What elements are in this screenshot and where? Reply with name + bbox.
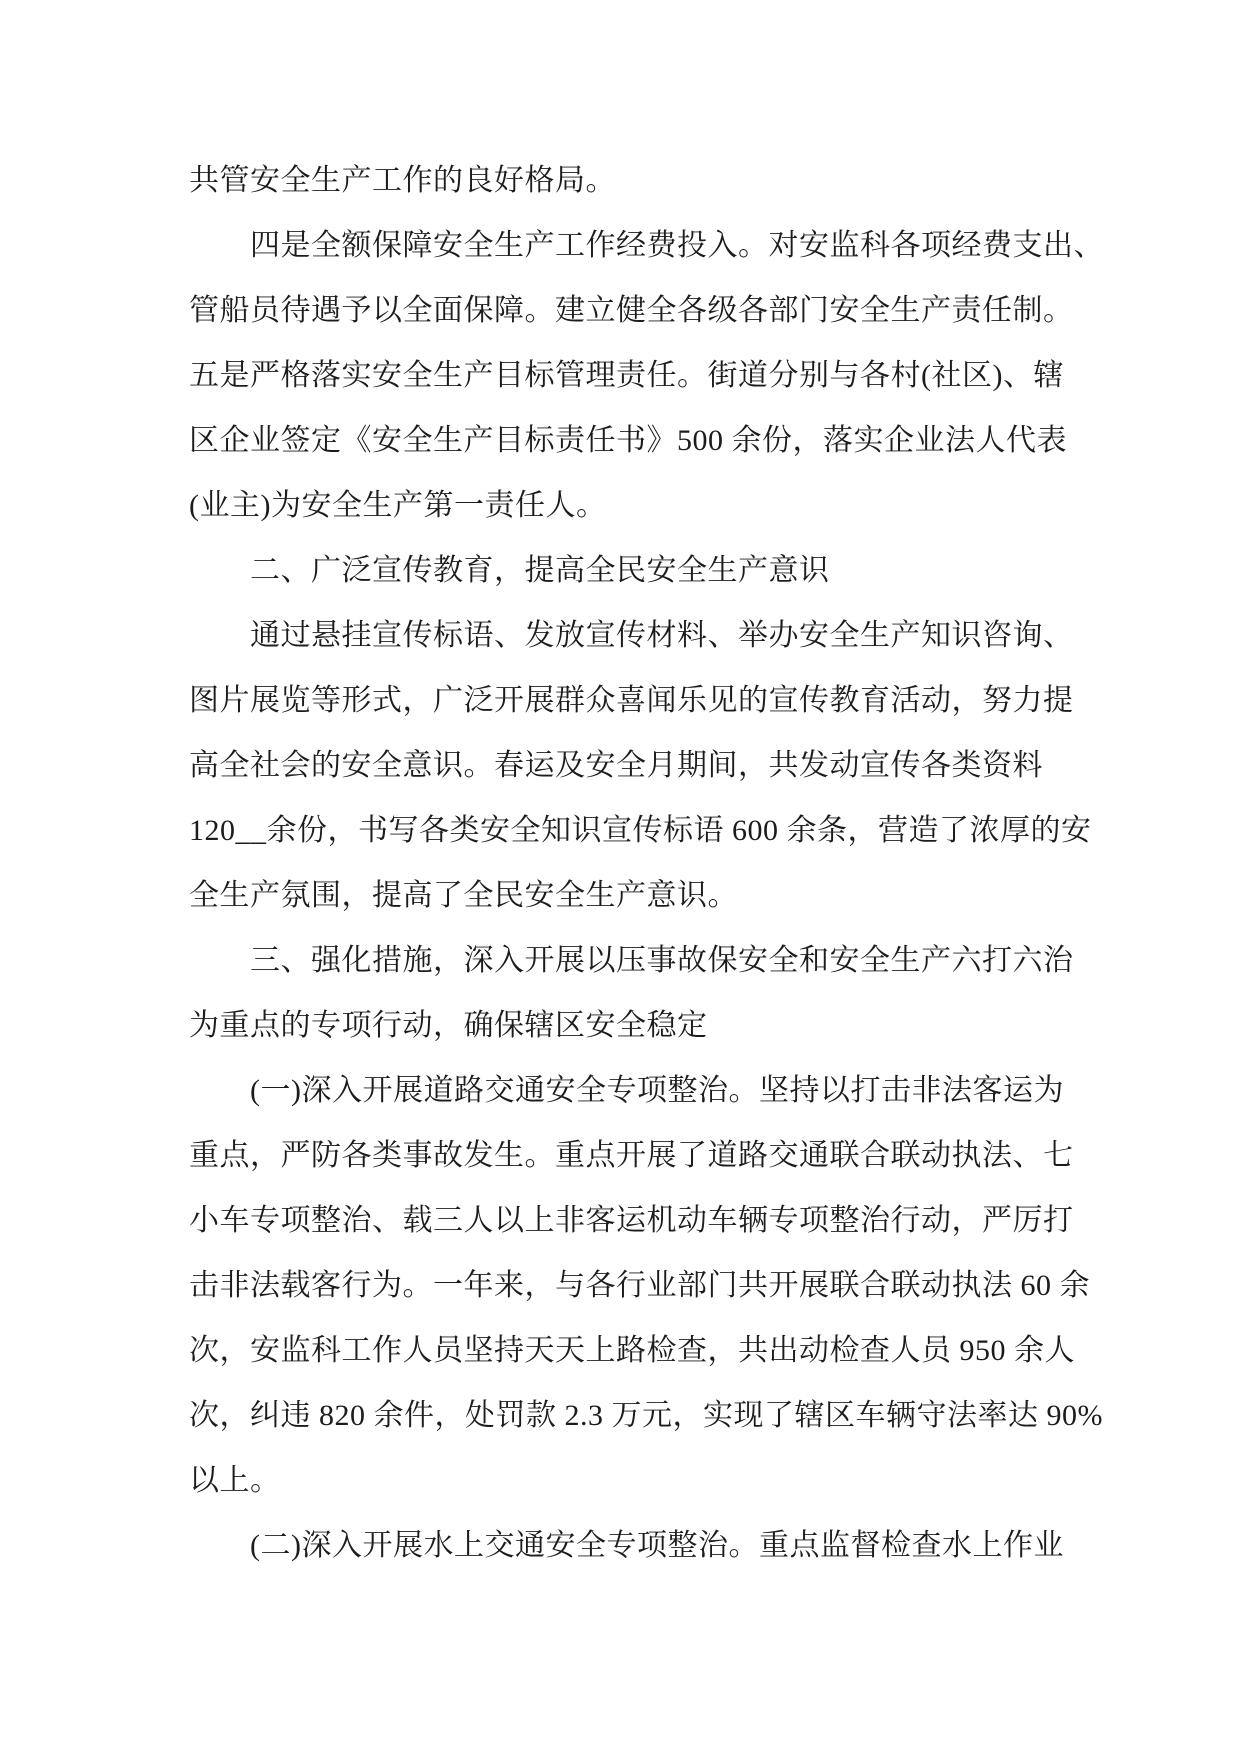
text-line: 击非法载客行为。一年来，与各行业部门共开展联合联动执法 60 余 [189, 1269, 1090, 1302]
text-line: 二、广泛宣传教育，提高全民安全生产意识 [250, 554, 830, 587]
text-line: 管船员待遇予以全面保障。建立健全各级各部门安全生产责任制。 [189, 294, 1074, 327]
text-line: 小车专项整治、载三人以上非客运机动车辆专项整治行动，严厉打 [189, 1204, 1074, 1237]
text-line: (业主)为安全生产第一责任人。 [189, 489, 607, 522]
text-line: 区企业签定《安全生产目标责任书》500 余份，落实企业法人代表 [189, 424, 1067, 457]
text-line: 共管安全生产工作的良好格局。 [189, 164, 616, 197]
text-line: 全生产氛围，提高了全民安全生产意识。 [189, 879, 738, 912]
text-line: 重点，严防各类事故发生。重点开展了道路交通联合联动执法、七 [189, 1139, 1074, 1172]
text-line: 通过悬挂宣传标语、发放宣传材料、举办安全生产知识咨询、 [250, 619, 1074, 652]
text-line: 次，纠违 820 余件，处罚款 2.3 万元，实现了辖区车辆守法率达 90% [189, 1399, 1103, 1432]
text-line: 为重点的专项行动，确保辖区安全稳定 [189, 1009, 708, 1042]
text-line: 次，安监科工作人员坚持天天上路检查，共出动检查人员 950 余人 [189, 1334, 1075, 1367]
text-line: 120__余份，书写各类安全知识宣传标语 600 余条，营造了浓厚的安 [189, 814, 1092, 847]
text-line: 以上。 [189, 1464, 281, 1497]
text-line: 三、强化措施，深入开展以压事故保安全和安全生产六打六治 [250, 944, 1074, 977]
text-line: 高全社会的安全意识。春运及安全月期间，共发动宣传各类资料 [189, 749, 1043, 782]
text-line: 四是全额保障安全生产工作经费投入。对安监科各项经费支出、 [250, 229, 1104, 262]
text-line: 五是严格落实安全生产目标管理责任。街道分别与各村(社区)、辖 [189, 359, 1064, 392]
document-page [189, 148, 1104, 1578]
text-line: (一)深入开展道路交通安全专项整治。坚持以打击非法客运为 [250, 1074, 1064, 1107]
text-line: (二)深入开展水上交通安全专项整治。重点监督检查水上作业 [250, 1529, 1064, 1562]
text-line: 图片展览等形式，广泛开展群众喜闻乐见的宣传教育活动，努力提 [189, 684, 1074, 717]
